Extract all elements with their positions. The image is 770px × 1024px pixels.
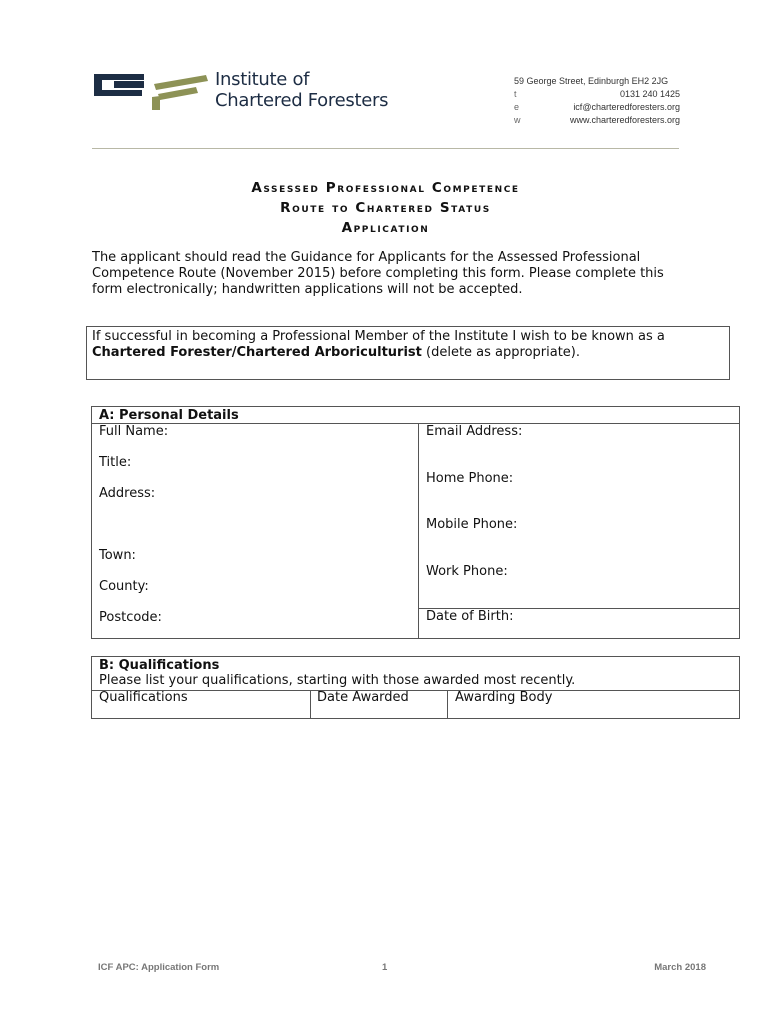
contact-web-link[interactable]: www.charteredforesters.org <box>569 115 680 125</box>
county-field[interactable]: County: <box>99 579 149 594</box>
awarding-body-column-header[interactable]: Awarding Body <box>455 690 553 705</box>
contact-phone: 0131 240 1425 <box>619 89 680 99</box>
membership-text-after: (delete as appropriate). <box>421 345 580 360</box>
membership-designation-box[interactable] <box>86 326 730 380</box>
footer-date: March 2018 <box>654 962 706 973</box>
column-divider <box>310 690 311 719</box>
title-line-1: Assessed Professional Competence <box>251 180 520 196</box>
email-address-field[interactable]: Email Address: <box>426 424 523 439</box>
title-field[interactable]: Title: <box>99 455 132 470</box>
membership-designation: Chartered Forester/Chartered Arboriculturist <box>92 345 422 360</box>
phone-label: t <box>514 89 517 99</box>
contact-address-row <box>514 75 680 88</box>
icf-logo-icon <box>92 70 210 112</box>
column-divider <box>447 690 448 719</box>
personal-details-section <box>91 406 740 639</box>
qualifications-section <box>91 656 740 719</box>
personal-details-heading: A: Personal Details <box>92 407 739 424</box>
town-field[interactable]: Town: <box>99 548 136 563</box>
qualifications-heading: B: Qualifications <box>99 658 220 673</box>
footer-page-number: 1 <box>382 962 388 973</box>
title-line-2: Route to Chartered Status <box>280 200 491 216</box>
email-label: e <box>514 102 520 112</box>
column-divider <box>418 424 419 639</box>
full-name-field[interactable]: Full Name: <box>99 424 169 439</box>
date-awarded-column-header[interactable]: Date Awarded <box>317 690 409 705</box>
contact-email-link[interactable]: icf@charteredforesters.org <box>573 102 680 112</box>
work-phone-field[interactable]: Work Phone: <box>426 564 508 579</box>
date-of-birth-field[interactable]: Date of Birth: <box>426 609 514 624</box>
logo-wordmark <box>215 69 388 111</box>
contact-block <box>514 75 680 127</box>
qualifications-instruction: Please list your qualifications, starting with those awarded most recently. <box>99 673 576 688</box>
web-label: w <box>514 115 521 125</box>
contact-email-row <box>514 101 680 114</box>
logo-line-2: Chartered Foresters <box>215 90 389 111</box>
page-footer <box>92 962 706 976</box>
page-title <box>92 178 679 238</box>
header-divider <box>92 148 679 149</box>
qualifications-header-rule <box>92 690 739 691</box>
address-field[interactable]: Address: <box>99 486 156 501</box>
contact-address: 59 George Street, Edinburgh EH2 2JG <box>514 76 669 86</box>
title-line-3: Application <box>341 220 430 236</box>
membership-text-before: If successful in becoming a Professional Member of the Institute I wish to be known as a <box>92 329 665 344</box>
home-phone-field[interactable]: Home Phone: <box>426 471 514 486</box>
intro-paragraph: The applicant should read the Guidance for Applicants for the Assessed Professional Competence Route (November 2015) before completing this form. Please complete this form electronically; handwritten applications will not be accepted. <box>92 250 664 297</box>
contact-phone-row <box>514 88 680 101</box>
postcode-field[interactable]: Postcode: <box>99 610 162 625</box>
contact-web-row <box>514 114 680 127</box>
logo-line-1: Institute of <box>215 69 310 90</box>
mobile-phone-field[interactable]: Mobile Phone: <box>426 517 518 532</box>
footer-document-name: ICF APC: Application Form <box>98 962 220 973</box>
qualifications-column-header[interactable]: Qualifications <box>99 690 188 705</box>
